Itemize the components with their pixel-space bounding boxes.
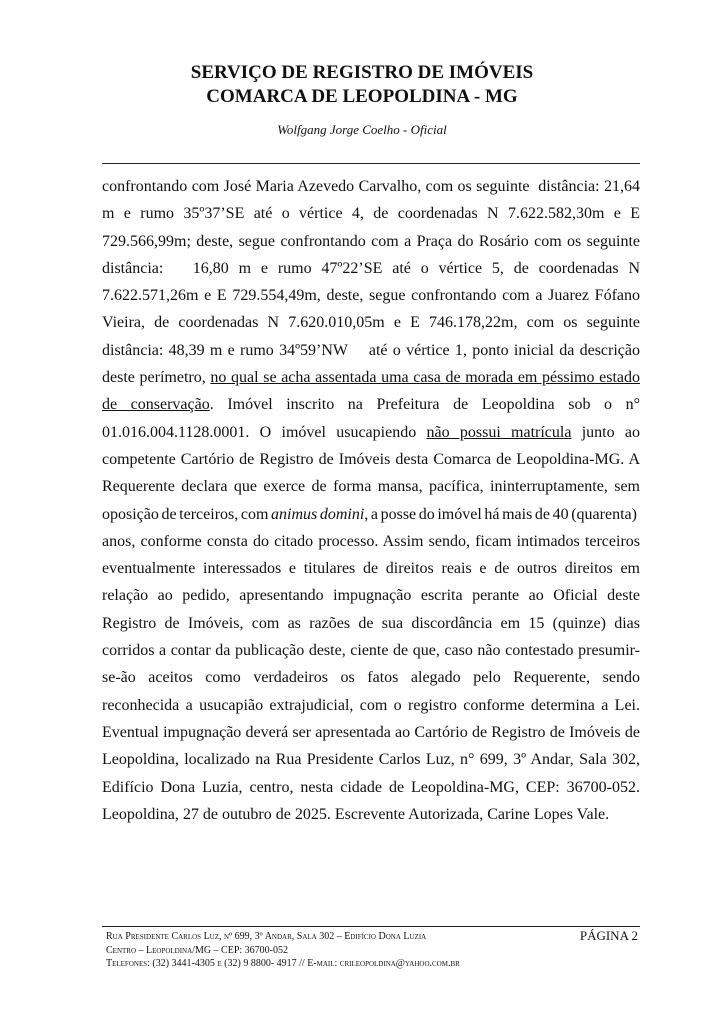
text-line: [102, 721, 640, 748]
officer-name: Wolfgang Jorge Coelho - Oficial: [277, 122, 447, 137]
text-line: [102, 584, 640, 611]
text-line: [102, 475, 640, 502]
header-divider: [102, 163, 640, 164]
text-segment: Edifício Dona Luzia, centro, nesta cidade de Leopoldina-MG, CEP: 36700-052.: [102, 778, 640, 796]
office-subtitle: COMARCA DE LEOPOLDINA - MG: [206, 86, 518, 107]
italic-text: animus domini: [271, 505, 365, 523]
text-segment: deste perímetro,: [102, 369, 211, 387]
text-segment: Vieira, de coordenadas N 7.620.010,05m e E 746.178,22m, com os seguinte: [102, 314, 640, 332]
footer-divider: [102, 926, 640, 927]
text-segment: reconhecida a usucapião extrajudicial, com o registro conforme determina a Lei.: [102, 696, 640, 714]
text-segment: m e rumo 35º37’SE até o vértice 4, de coordenadas N 7.622.582,30m e E: [102, 205, 640, 223]
text-segment: competente Cartório de Registro de Imóveis desta Comarca de Leopoldina-MG. A: [102, 450, 640, 468]
text-line: [102, 748, 640, 775]
text-segment: oposição de terceiros, com: [102, 505, 272, 523]
text-segment: distância: 16,80 m e rumo 47º22’SE até o vértice 5, de coordenadas N: [102, 259, 640, 277]
text-line: [102, 339, 640, 366]
text-segment: eventualmente interessados e titulares de direitos reais e de outros direitos em: [102, 560, 640, 578]
text-segment: distância: 48,39 m e rumo 34º59’NW até o vértice 1, ponto inicial da descrição: [102, 341, 640, 359]
text-line: [102, 694, 640, 721]
text-segment: 7.622.571,26m e E 729.554,49m, deste, segue confrontando com a Juarez Fófano: [102, 287, 640, 305]
text-line: [102, 366, 640, 393]
text-line: [102, 311, 640, 338]
text-segment: Leopoldina, localizado na Rua Presidente Carlos Luz, n° 699, 3º Andar, Sala 302,: [102, 751, 640, 769]
text-segment: Registro de Imóveis, com as razões de sua discordância em 15 (quinze) dias: [102, 614, 640, 632]
text-segment: . Imóvel inscrito na Prefeitura de Leopoldina sob o n°: [209, 396, 640, 414]
text-segment: 01.016.004.1128.0001. O imóvel usucapiendo: [102, 423, 427, 441]
text-segment: relação ao pedido, apresentando impugnação escrita perante ao Oficial deste: [102, 587, 640, 605]
text-segment: 729.566,99m; deste, segue confrontando com a Praça do Rosário com os seguinte: [102, 232, 640, 250]
page-number: PÁGINA 2: [579, 928, 638, 943]
text-line: [102, 257, 640, 284]
text-segment: , a posse do imóvel há mais de 40 (quarenta): [364, 505, 637, 523]
office-title: SERVIÇO DE REGISTRO DE IMÓVEIS: [190, 62, 534, 83]
text-segment: Leopoldina, 27 de outubro de 2025. Escrevente Autorizada, Carine Lopes Vale.: [102, 805, 610, 823]
text-line: [102, 776, 640, 803]
text-line: [102, 393, 640, 420]
document-body: [102, 175, 640, 830]
text-segment: corridos a contar da publicação deste, ciente de que, caso não contestado presumir-: [102, 642, 640, 660]
footer-address: [106, 930, 460, 971]
text-line: [102, 639, 640, 666]
text-line: [102, 803, 640, 830]
text-segment: se-ão aceitos como verdadeiros os fatos alegado pelo Requerente, sendo: [102, 669, 640, 687]
text-line: [102, 421, 640, 448]
text-segment: Eventual impugnação deverá ser apresentada ao Cartório de Registro de Imóveis de: [102, 723, 640, 741]
footer-line-city: Centro – Leopoldina/MG – CEP: 36700-052: [106, 944, 289, 956]
footer-line-contact: Telefones: (32) 3441-4305 e (32) 9 8800- 4917 // E-mail: crileopoldina@yahoo.com.br: [106, 958, 460, 969]
underlined-text: não possui matrícula: [426, 423, 572, 441]
text-line: [102, 666, 640, 693]
text-line: [102, 202, 640, 229]
text-line: [102, 284, 640, 311]
underlined-text: de conservação: [102, 396, 210, 414]
text-segment: Requerente declara que exerce de forma mansa, pacífica, ininterruptamente, sem: [102, 478, 640, 496]
text-line: [102, 557, 640, 584]
underlined-text: no qual se acha assentada uma casa de morada em péssimo estado: [210, 369, 640, 387]
text-line: [102, 612, 640, 639]
text-segment: anos, conforme consta do citado processo. Assim sendo, ficam intimados terceiros: [102, 532, 640, 550]
text-segment: junto ao: [571, 423, 640, 441]
text-line: [102, 503, 640, 530]
footer-line-address: Rua Presidente Carlos Luz, nº 699, 3º Andar, Sala 302 – Edifício Dona Luzia: [106, 931, 427, 942]
text-line: [102, 175, 640, 202]
text-line: [102, 448, 640, 475]
text-line: [102, 230, 640, 257]
text-segment: confrontando com José Maria Azevedo Carvalho, com os seguinte distância: 21,64: [102, 178, 640, 195]
text-line: [102, 530, 640, 557]
